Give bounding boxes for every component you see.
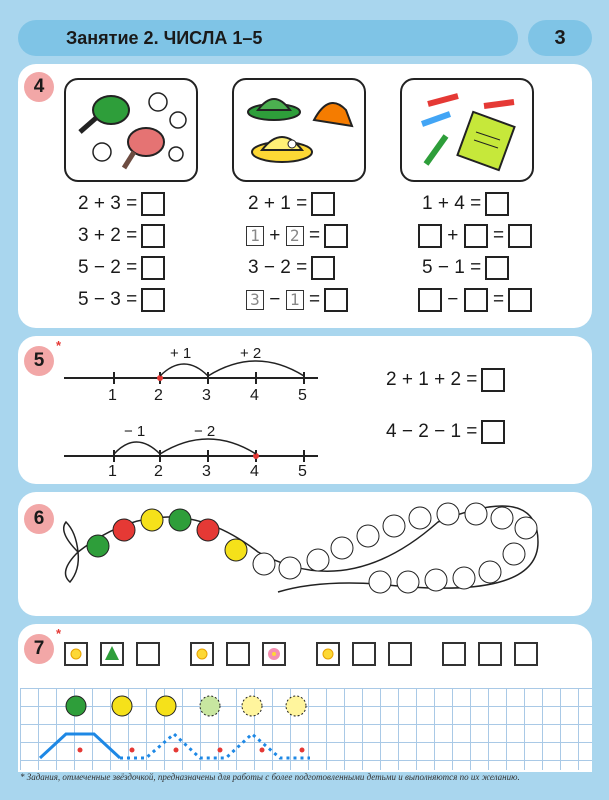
circle-mark xyxy=(200,696,220,716)
empty-bead xyxy=(503,543,525,565)
dotted-digit-box[interactable]: 3 xyxy=(246,290,264,310)
bead-string xyxy=(18,492,592,616)
task-4-col2-row4: 3 − 1 = xyxy=(246,288,348,312)
task-5-eq1: 2 + 1 + 2 = xyxy=(386,368,505,392)
task-6-panel xyxy=(18,492,592,616)
tick-label: 5 xyxy=(298,463,307,480)
lesson-header xyxy=(18,20,518,56)
tick-label: 3 xyxy=(202,463,211,480)
circle-mark xyxy=(242,696,262,716)
rackets-and-balls-icon xyxy=(64,78,198,182)
answer-box[interactable] xyxy=(141,192,165,216)
answer-box[interactable] xyxy=(311,256,335,280)
answer-box[interactable] xyxy=(485,256,509,280)
tick-label: 5 xyxy=(298,387,307,404)
empty-bead xyxy=(479,561,501,583)
empty-bead xyxy=(383,515,405,537)
answer-box[interactable] xyxy=(485,192,509,216)
task-4-col3-row1: 1 + 4 = xyxy=(422,192,509,216)
bead xyxy=(113,519,135,541)
tree-icon xyxy=(100,642,124,666)
empty-square[interactable] xyxy=(136,642,160,666)
circle-mark xyxy=(156,696,176,716)
task-4-col1-row3: 5 − 2 = xyxy=(78,256,165,280)
bead xyxy=(197,519,219,541)
empty-square[interactable] xyxy=(352,642,376,666)
answer-box[interactable] xyxy=(141,224,165,248)
dotted-digit-box[interactable]: 1 xyxy=(286,290,304,310)
jump-label: + 2 xyxy=(240,345,262,362)
circle-mark xyxy=(112,696,132,716)
circle-mark xyxy=(286,696,306,716)
answer-box[interactable] xyxy=(481,368,505,392)
task-4-col3-row2: + = xyxy=(418,224,532,248)
empty-bead xyxy=(307,549,329,571)
tick-label: 2 xyxy=(154,387,163,404)
task-4-panel xyxy=(18,64,592,328)
answer-box[interactable] xyxy=(508,224,532,248)
task-5-eq2: 4 − 2 − 1 = xyxy=(386,420,505,444)
empty-number-box[interactable] xyxy=(418,224,442,248)
task-7-number: 7 xyxy=(24,634,54,664)
empty-square[interactable] xyxy=(442,642,466,666)
empty-number-box[interactable] xyxy=(464,224,488,248)
empty-bead xyxy=(425,569,447,591)
jump-label: − 1 xyxy=(124,423,146,440)
empty-square[interactable] xyxy=(478,642,502,666)
task-5-number: 5 xyxy=(24,346,54,376)
empty-bead xyxy=(453,567,475,589)
empty-bead xyxy=(465,503,487,525)
answer-box[interactable] xyxy=(141,288,165,312)
tick-label: 1 xyxy=(108,387,117,404)
footnote: * Задания, отмеченные звёздочкой, предназначены для работы с более подготовленными детьми и выполняются по их желанию. xyxy=(20,772,520,782)
answer-box[interactable] xyxy=(324,288,348,312)
dotted-digit-box[interactable]: 2 xyxy=(286,226,304,246)
jump-label: + 1 xyxy=(170,345,192,362)
task-4-col1-row1: 2 + 3 = xyxy=(78,192,165,216)
empty-bead xyxy=(409,507,431,529)
empty-bead xyxy=(515,517,537,539)
answer-box[interactable] xyxy=(508,288,532,312)
task-4-col1-row2: 3 + 2 = xyxy=(78,224,165,248)
empty-bead xyxy=(357,525,379,547)
task-4-number: 4 xyxy=(24,72,54,102)
answer-box[interactable] xyxy=(141,256,165,280)
bead xyxy=(87,535,109,557)
empty-bead xyxy=(437,503,459,525)
task-4-col3-row3: 5 − 1 = xyxy=(422,256,509,280)
lesson-title: Занятие 2. ЧИСЛА 1–5 xyxy=(66,28,263,48)
solid-pattern-line xyxy=(40,734,120,758)
page-number: 3 xyxy=(528,20,592,56)
tick-label: 4 xyxy=(250,387,259,404)
empty-bead xyxy=(253,553,275,575)
bead xyxy=(225,539,247,561)
task-4-col1-row4: 5 − 3 = xyxy=(78,288,165,312)
task-6-number: 6 xyxy=(24,504,54,534)
empty-number-box[interactable] xyxy=(418,288,442,312)
empty-bead xyxy=(369,571,391,593)
empty-bead xyxy=(397,571,419,593)
tick-label: 1 xyxy=(108,463,117,480)
empty-square[interactable] xyxy=(226,642,250,666)
pencils-and-notebook-icon xyxy=(400,78,534,182)
empty-bead xyxy=(331,537,353,559)
task-5-panel xyxy=(18,336,592,484)
empty-number-box[interactable] xyxy=(464,288,488,312)
answer-box[interactable] xyxy=(311,192,335,216)
task-4-col3-row4: − = xyxy=(418,288,532,312)
beads-group xyxy=(87,503,537,593)
empty-square[interactable] xyxy=(388,642,412,666)
pattern-drawing xyxy=(20,688,592,770)
bead xyxy=(169,509,191,531)
sun-icon xyxy=(64,642,88,666)
answer-box[interactable] xyxy=(324,224,348,248)
empty-bead xyxy=(279,557,301,579)
sun-icon xyxy=(316,642,340,666)
star-mark: * xyxy=(56,626,62,641)
dotted-digit-box[interactable]: 1 xyxy=(246,226,264,246)
task-4-col2-row3: 3 − 2 = xyxy=(248,256,335,280)
answer-box[interactable] xyxy=(481,420,505,444)
empty-bead xyxy=(491,507,513,529)
tick-label: 3 xyxy=(202,387,211,404)
tick-label: 4 xyxy=(250,463,259,480)
task-4-col2-row2: 1 + 2 = xyxy=(246,224,348,248)
circle-mark xyxy=(66,696,86,716)
empty-square[interactable] xyxy=(514,642,538,666)
flower-icon xyxy=(262,642,286,666)
hats-icon xyxy=(232,78,366,182)
bow-icon xyxy=(64,522,79,582)
bead xyxy=(141,509,163,531)
task-4-col2-row1: 2 + 1 = xyxy=(248,192,335,216)
sun-icon xyxy=(190,642,214,666)
star-mark: * xyxy=(56,338,62,353)
jump-label: − 2 xyxy=(194,423,216,440)
tick-label: 2 xyxy=(154,463,163,480)
dotted-pattern-line xyxy=(120,734,310,758)
